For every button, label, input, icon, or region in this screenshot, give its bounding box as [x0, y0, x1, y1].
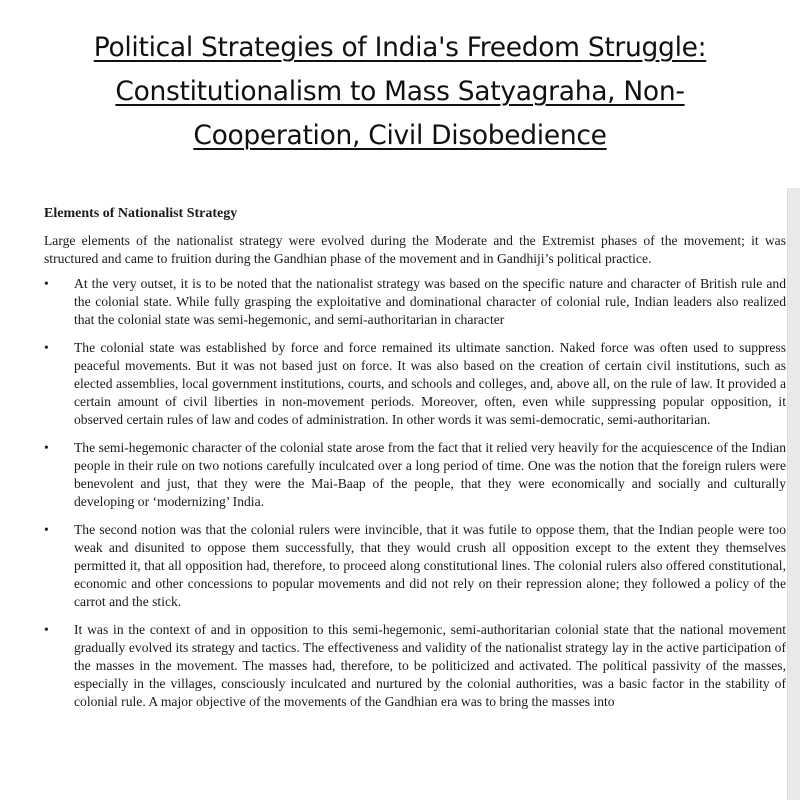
section-heading: Elements of Nationalist Strategy [44, 206, 238, 221]
list-item [44, 521, 786, 611]
bullet-icon: • [44, 276, 49, 291]
bullet-icon: • [44, 622, 49, 637]
bullet-icon: • [44, 440, 49, 455]
list-item-text: The semi-hegemonic character of the colonial state arose from the fact that it relied very heavily for the acquiescence of the Indian people in their rule on two notions carefully inculcated over a long period of time. One was the notion that the foreign rulers were benevolent and just, that they were the Mai-Baap of the people, that they were economically and socially and culturally developing or ‘modernizing’ India. [74, 440, 786, 509]
list-item-text: It was in the context of and in opposition to this semi-hegemonic, semi-authoritarian colonial state that the national movement gradually evolved its strategy and tactics. The effectiveness and validity of the nationalist strategy lay in the active participation of the masses in the movement. The masses had, therefore, to be politicized and activated. The political passivity of the masses, especially in the villages, consciously inculcated and nurtured by the colonial authorities, was a basic factor in the stability of colonial rule. A major objective of the movements of the Gandhian era was to bring the masses into [74, 622, 786, 709]
list-item [44, 439, 786, 511]
vertical-scrollbar[interactable] [787, 188, 800, 800]
list-item-text: At the very outset, it is to be noted that the nationalist strategy was based on the specific nature and character of British rule and the colonial state. While fully grasping the exploitative and dominational character of colonial rule, Indian leaders also realized that the colonial state was semi-hegemonic, and semi-authoritarian in character [74, 276, 786, 327]
document-body [44, 205, 786, 721]
intro-paragraph: Large elements of the nationalist strategy were evolved during the Moderate and the Extremist phases of the movement; it was structured and came to fruition during the Gandhian phase of the movement and in Gandhiji’s political practice. [44, 233, 786, 266]
list-item-text: The colonial state was established by force and force remained its ultimate sanction. Naked force was often used to suppress peaceful movements. But it was not based just on force. It was also based on the creation of certain civil institutions, such as elected assemblies, local government institutions, courts, and schools and colleges, and, above all, on the rule of law. It provided a certain amount of civil liberties in non-movement periods. Moreover, often, even while suppressing popular opposition, it observed certain rules of law and codes of administration. In other words it was semi-democratic, semi-authoritarian. [74, 340, 786, 427]
bullet-icon: • [44, 522, 49, 537]
list-item [44, 621, 786, 711]
bullet-list [44, 275, 786, 711]
title-line-3: Cooperation, Civil Disobedience [193, 120, 607, 151]
title-line-1: Political Strategies of India's Freedom Struggle: [93, 32, 707, 63]
bullet-icon: • [44, 340, 49, 355]
title-line-2: Constitutionalism to Mass Satyagraha, Non- [115, 76, 685, 107]
list-item [44, 275, 786, 329]
list-item-text: The second notion was that the colonial rulers were invincible, that it was futile to oppose them, that the Indian people were too weak and disunited to oppose them successfully, that they would crush all opposition except to the extent they themselves permitted it, that all opposition had, therefore, to proceed along constitutional lines. The colonial rulers also offered constitutional, economic and other concessions to popular movements and did not rely on their repression alone; they followed a policy of the carrot and the stick. [74, 522, 786, 609]
list-item [44, 339, 786, 429]
page-title [30, 26, 770, 158]
